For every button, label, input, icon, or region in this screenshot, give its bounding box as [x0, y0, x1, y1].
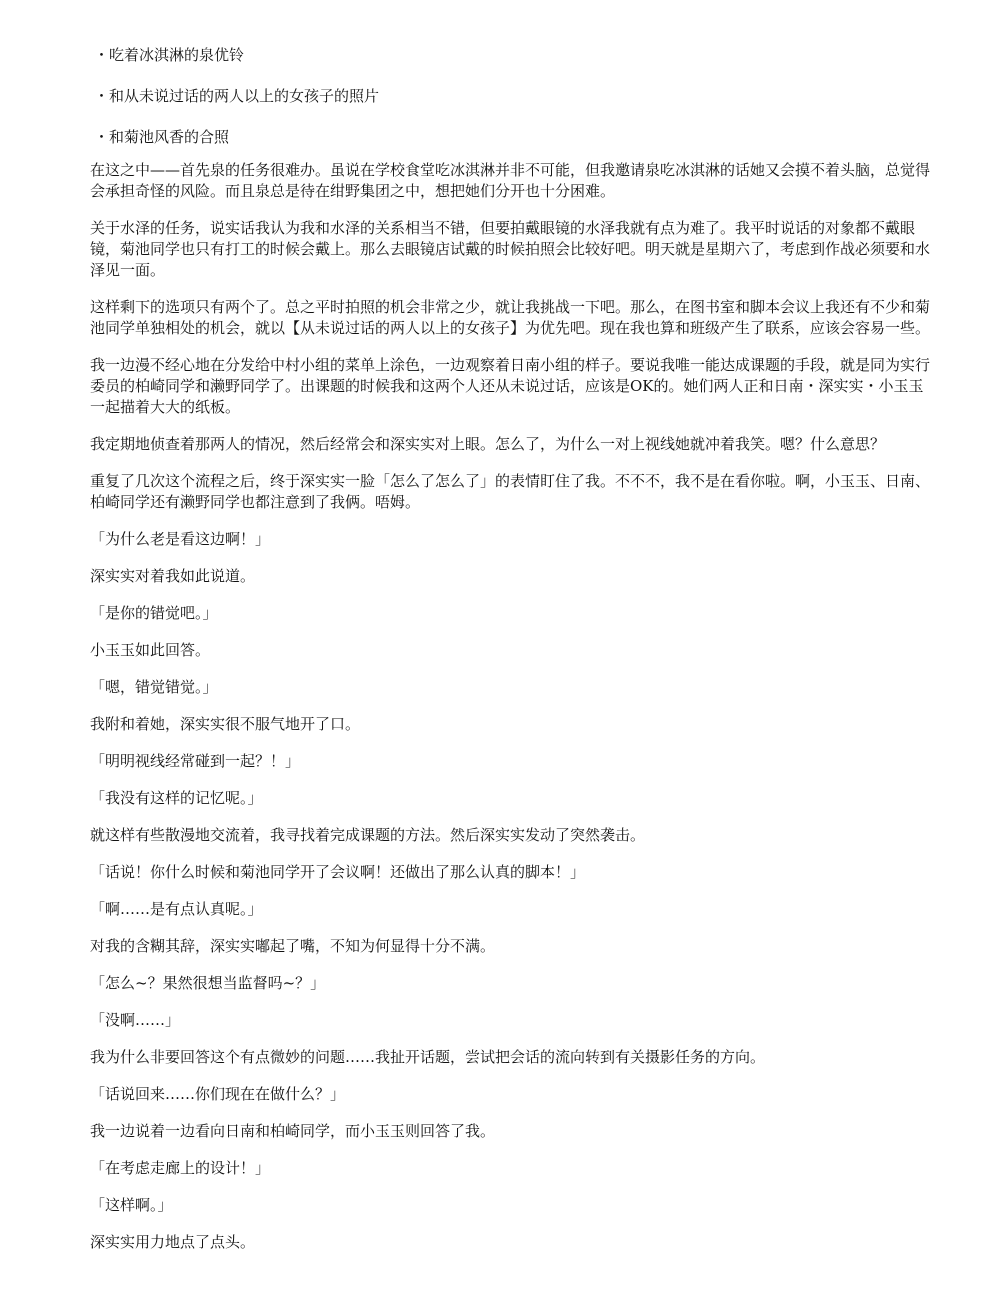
dialogue-line: 「明明视线经常碰到一起？！」 [90, 752, 301, 770]
paragraph: 我定期地侦查着那两人的情况，然后经常会和深实实对上眼。怎么了，为什么一对上视线她就冲着我笑。嗯？什么意思？ [90, 435, 886, 453]
narration-line: 就这样有些散漫地交流着，我寻找着完成课题的方法。然后深实实发动了突然袭击。 [90, 826, 646, 844]
narration-line: 我附和着她，深实实很不服气地开了口。 [90, 715, 361, 733]
bullet-item-1: ・吃着冰淇淋的泉优铃 [94, 46, 245, 64]
dialogue-line: 「没啊……」 [90, 1011, 181, 1029]
dialogue-line: 「这样啊。」 [90, 1196, 173, 1214]
narration-line: 深实实对着我如此说道。 [90, 567, 256, 585]
narration-line: 对我的含糊其辞，深实实嘟起了嘴，不知为何显得十分不满。 [90, 937, 496, 955]
dialogue-line: 「为什么老是看这边啊！」 [90, 530, 271, 548]
dialogue-line: 「话说回来……你们现在在做什么？」 [90, 1085, 346, 1103]
bullet-item-3: ・和菊池风香的合照 [94, 128, 230, 146]
narration-line: 深实实用力地点了点头。 [90, 1233, 256, 1251]
paragraph: 重复了几次这个流程之后，终于深实实一脸「怎么了怎么了」的表情盯住了我。不不不，我不是在看你啦。啊，小玉玉、日南、柏崎同学还有濑野同学也都注意到了我俩。唔姆。 [90, 472, 931, 511]
dialogue-line: 「啊……是有点认真呢。」 [90, 900, 263, 918]
dialogue-line: 「话说！你什么时候和菊池同学开了会议啊！还做出了那么认真的脚本！」 [90, 863, 586, 881]
dialogue-line: 「我没有这样的记忆呢。」 [90, 789, 263, 807]
paragraph: 这样剩下的选项只有两个了。总之平时拍照的机会非常之少，就让我挑战一下吧。那么，在图书室和脚本会议上我还有不少和菊池同学单独相处的机会，就以【从未说过话的两人以上的女孩子】为优先吧。现在我也算和班级产生了联系，应该会容易一些。 [90, 298, 931, 337]
paragraph: 关于水泽的任务，说实话我认为我和水泽的关系相当不错，但要拍戴眼镜的水泽我就有点为难了。我平时说话的对象都不戴眼镜，菊池同学也只有打工的时候会戴上。那么去眼镜店试戴的时候拍照会比较好吧。明天就是星期六了，考虑到作战必须要和水泽见一面。 [90, 219, 931, 279]
paragraph: 我一边漫不经心地在分发给中村小组的菜单上涂色，一边观察着日南小组的样子。要说我唯一能达成课题的手段，就是同为实行委员的柏崎同学和濑野同学了。出课题的时候我和这两个人还从未说过话，应该是OK的。她们两人正和日南・深实实・小玉玉一起描着大大的纸板。 [90, 356, 931, 416]
bullet-item-2: ・和从未说过话的两人以上的女孩子的照片 [94, 87, 380, 105]
narration-line: 我为什么非要回答这个有点微妙的问题……我扯开话题，尝试把会话的流向转到有关摄影任务的方向。 [90, 1048, 766, 1066]
dialogue-line: 「嗯，错觉错觉。」 [90, 678, 218, 696]
dialogue-line: 「是你的错觉吧。」 [90, 604, 218, 622]
narration-line: 小玉玉如此回答。 [90, 641, 211, 659]
paragraph: 在这之中——首先泉的任务很难办。虽说在学校食堂吃冰淇淋并非不可能，但我邀请泉吃冰淇淋的话她又会摸不着头脑，总觉得会承担奇怪的风险。而且泉总是待在绀野集团之中，想把她们分开也十分困难。 [90, 161, 931, 200]
dialogue-line: 「在考虑走廊上的设计！」 [90, 1159, 271, 1177]
dialogue-line: 「怎么~？果然很想当监督吗~？」 [90, 974, 326, 992]
narration-line: 我一边说着一边看向日南和柏崎同学，而小玉玉则回答了我。 [90, 1122, 496, 1140]
